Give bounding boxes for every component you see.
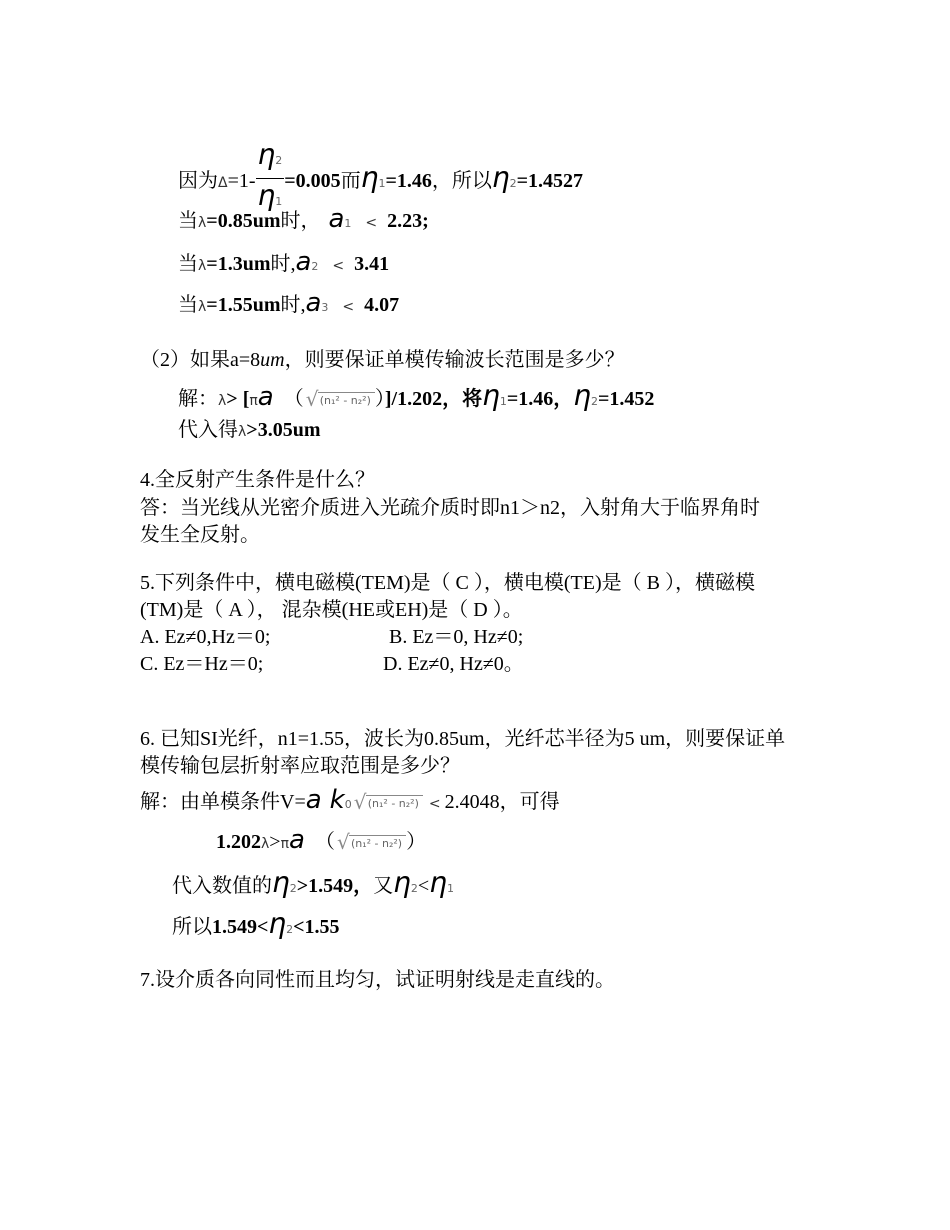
lambda-085-line — [178, 205, 429, 238]
less-than-symbol: < — [428, 796, 441, 812]
coefficient: 1.202 — [216, 831, 261, 853]
a-symbol: a — [305, 785, 322, 815]
open-paren: （ — [283, 388, 304, 410]
q4-question: 4.全反射产生条件是什么？ — [140, 469, 375, 491]
a-symbol: a — [305, 288, 322, 318]
therefore-text: ，所以 — [431, 170, 492, 193]
substitution-value: >1.549， — [296, 875, 374, 897]
lambda-value: =0.85um — [206, 210, 281, 232]
lambda-symbol: λ — [261, 836, 270, 852]
and-text: 而 — [340, 170, 361, 193]
substitution-prefix: 代入数值的 — [172, 875, 272, 897]
time-text: 时, — [280, 294, 306, 316]
q7-question: 7.设介质各向同性而且均匀，试证明射线是走直线的。 — [140, 969, 615, 991]
sqrt-expression: √ (n₁² - n₂²) — [366, 795, 423, 812]
therefore-text: 所以 — [172, 916, 212, 938]
unit-um: um — [260, 349, 285, 371]
subscript-2: 2 — [289, 882, 297, 895]
sqrt-content: (n₁² - n₂²) — [350, 836, 403, 850]
n2-value: =1.452 — [598, 388, 655, 410]
a2-value: 3.41 — [354, 253, 390, 275]
lambda-value: =1.3um — [206, 253, 271, 275]
subscript-3: 3 — [321, 301, 329, 314]
subscript-1: 1 — [446, 882, 454, 895]
eta-symbol: η — [360, 161, 379, 195]
v-cutoff-value: 2.4048，可得 — [444, 791, 560, 813]
q6-line1: 6. 已知SI光纤，n1=1.55，波长为0.85um，光纤芯半径为5 um，则要保证单 — [140, 728, 786, 750]
solution-label: 解： — [178, 388, 218, 410]
when-text: 当 — [178, 253, 198, 275]
pi-symbol: π — [249, 393, 258, 409]
a-symbol: a — [295, 247, 312, 277]
sqrt-content: (n₁² - n₂²) — [319, 393, 371, 407]
a3-value: 4.07 — [364, 294, 400, 316]
lambda-13-line — [178, 248, 389, 281]
close-paren: ） — [406, 831, 427, 853]
subscript-1: 1 — [275, 195, 283, 208]
part2-result — [178, 416, 320, 446]
q6-inequality — [216, 826, 426, 858]
solution-prefix: 解：由单模条件V= — [140, 791, 306, 813]
q6-substitution — [172, 866, 454, 903]
subscript-2: 2 — [286, 923, 294, 936]
eta-symbol: η — [482, 379, 500, 412]
eta-symbol: η — [257, 138, 276, 171]
also-text: 又 — [373, 875, 394, 897]
sqrt-expression: √ (n₁² - n₂²) — [318, 392, 375, 409]
subscript-1: 1 — [344, 217, 352, 230]
n1-value: =1.46 — [385, 170, 432, 193]
time-text: 时， — [280, 210, 321, 232]
when-text: 当 — [178, 210, 198, 232]
less-than-symbol: < — [365, 215, 378, 231]
question-prefix: （2）如果a=8 — [140, 349, 261, 371]
pi-symbol: π — [280, 836, 290, 852]
range-lower: 1.549< — [212, 916, 269, 938]
n2-value: =1.4527 — [516, 170, 583, 193]
lambda-symbol: λ — [198, 215, 207, 231]
less-than-symbol: < — [417, 875, 430, 897]
greater-than: > — [269, 831, 281, 853]
subscript-2: 2 — [591, 395, 598, 408]
sqrt-expression: √ (n₁² - n₂²) — [349, 835, 406, 852]
k-symbol: k — [329, 785, 345, 815]
subscript-2: 2 — [275, 154, 283, 167]
q4-answer-line2: 发生全反射。 — [140, 524, 260, 546]
eta-symbol: η — [429, 866, 447, 899]
a1-value: 2.23; — [387, 210, 429, 232]
q6-solution — [140, 786, 560, 819]
part2-question — [140, 346, 625, 374]
eta-symbol: η — [272, 866, 290, 899]
eta-symbol: η — [393, 866, 411, 899]
solution-divisor: ]/1.202，将 — [384, 388, 483, 410]
greater-bracket: > [ — [226, 388, 250, 410]
a-symbol: a — [257, 382, 274, 412]
q6-line2: 模传输包层折射率应取范围是多少？ — [140, 755, 460, 777]
lambda-value: =1.55um — [206, 294, 281, 316]
time-text: 时, — [270, 253, 296, 275]
delta-symbol: Δ — [218, 175, 228, 192]
q5-option-b: B. Ez＝0, Hz≠0; — [389, 626, 524, 648]
eta-symbol: η — [257, 179, 276, 212]
q5-line2: (TM)是（ A ）， 混杂模(HE或EH)是（ D ）。 — [140, 599, 523, 621]
part2-solution — [178, 379, 655, 416]
result-value: >3.05um — [246, 419, 321, 441]
sqrt-content: (n₁² - n₂²) — [367, 796, 419, 810]
a-symbol: a — [328, 204, 345, 234]
lambda-symbol: λ — [198, 299, 207, 315]
q5-option-d: D. Ez≠0, Hz≠0。 — [383, 653, 524, 675]
a-symbol: a — [289, 825, 305, 855]
n1-value: =1.46， — [506, 388, 574, 410]
range-upper: <1.55 — [293, 916, 340, 938]
close-paren: ） — [374, 388, 385, 410]
q5-line1: 5.下列条件中，横电磁模(TEM)是（ C ），横电模(TE)是（ B ），横磁模 — [140, 572, 755, 594]
subscript-2: 2 — [509, 177, 517, 191]
result-prefix: 代入得 — [178, 419, 238, 441]
subscript-0: 0 — [344, 798, 352, 811]
q5-option-c: C. Ez＝Hz＝0; — [140, 653, 264, 675]
subscript-1: 1 — [378, 177, 386, 191]
lambda-symbol: λ — [218, 393, 227, 409]
q4-answer-line1: 答：当光线从光密介质进入光疏介质时即n1＞n2，入射角大于临界角时 — [140, 497, 760, 519]
eta-symbol: η — [491, 161, 510, 195]
eta-symbol: η — [573, 379, 591, 412]
less-than-symbol: < — [342, 299, 355, 315]
subscript-2: 2 — [410, 882, 418, 895]
lambda-symbol: λ — [238, 424, 247, 440]
lambda-symbol: λ — [198, 258, 207, 274]
open-paren: （ — [314, 831, 335, 853]
when-text: 当 — [178, 294, 198, 316]
equals-one-minus: =1- — [227, 170, 256, 193]
prefix-because: 因为 — [178, 170, 218, 193]
question-suffix: ，则要保证单模传输波长范围是多少？ — [284, 349, 625, 371]
subscript-2: 2 — [311, 260, 319, 273]
subscript-1: 1 — [499, 395, 507, 408]
delta-value: =0.005 — [284, 170, 341, 193]
eta-symbol: η — [268, 907, 287, 940]
lambda-155-line — [178, 289, 399, 322]
less-than-symbol: < — [332, 258, 345, 274]
q5-option-a: A. Ez≠0,Hz＝0; — [140, 626, 271, 648]
q6-range — [172, 907, 340, 944]
